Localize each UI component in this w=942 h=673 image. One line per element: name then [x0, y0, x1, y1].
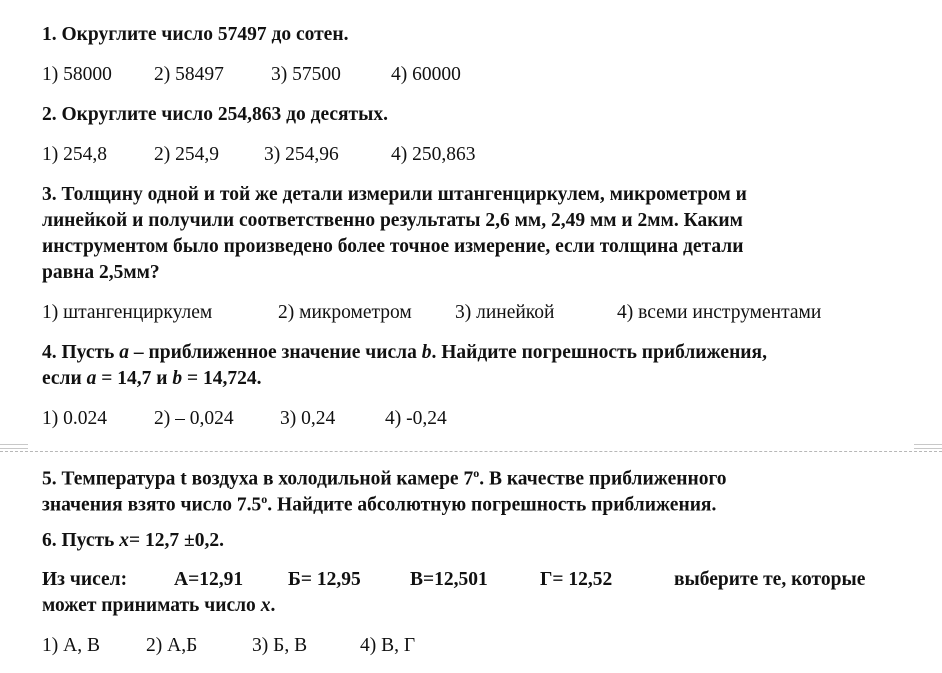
text: . В качестве приближенного — [479, 468, 727, 490]
answer-option: 2) 254,9 — [154, 144, 219, 165]
answer-option: 4) В, Г — [360, 635, 416, 656]
text: = 14,724. — [182, 368, 262, 389]
choose-label: Из чисел: — [42, 569, 128, 590]
page-edge-mark — [914, 444, 942, 445]
number-choice: А=12,91 — [174, 569, 244, 590]
text: = 12,7 ±0,2. — [129, 530, 224, 551]
page-edge-mark — [914, 448, 942, 449]
text: . Найдите погрешность приближения, — [431, 342, 767, 363]
answer-option: 1) 0.024 — [42, 408, 107, 429]
question-4-line — [42, 340, 767, 366]
text: . — [270, 595, 276, 616]
question-3-line: равна 2,5мм? — [42, 262, 160, 283]
answer-option: 3) линейкой — [455, 302, 555, 323]
text: 4. Пусть — [42, 342, 120, 363]
text: если — [42, 368, 87, 389]
question-6-title — [42, 528, 224, 554]
question-5-line — [42, 486, 716, 519]
question-6-line — [42, 593, 275, 619]
answer-option: 3) 0,24 — [280, 408, 336, 429]
answer-option: 2) А,Б — [146, 635, 198, 656]
text: . Найдите абсолютную погрешность приближения. — [267, 494, 717, 516]
variable-x: x — [119, 530, 129, 551]
answer-option: 1) 58000 — [42, 64, 112, 85]
choose-tail: выберите те, которые — [674, 569, 866, 590]
page-break-line — [0, 451, 942, 452]
text: может принимать число — [42, 595, 261, 616]
answer-option: 1) А, В — [42, 635, 100, 656]
question-2-title: 2. Округлите число 254,863 до десятых. — [42, 104, 388, 125]
text: значения взято число 7.5 — [42, 494, 262, 516]
variable-a: a — [86, 368, 97, 389]
answer-option: 4) всеми инструментами — [617, 302, 822, 323]
text: – приближенное значение числа — [129, 342, 422, 363]
question-4-line — [42, 366, 261, 392]
question-3-line: линейкой и получили соответственно результаты 2,6 мм, 2,49 мм и 2мм. Каким — [42, 210, 743, 231]
answer-option: 3) 57500 — [271, 64, 341, 85]
answer-option: 3) Б, В — [252, 635, 308, 656]
text: = 14,7 и — [96, 368, 173, 389]
text: 5. Температура t воздуха в холодильной камере 7 — [42, 468, 474, 490]
answer-option: 3) 254,96 — [264, 144, 339, 165]
variable-x: x — [260, 595, 271, 616]
answer-option: 4) 250,863 — [391, 144, 476, 165]
page-edge-mark — [0, 448, 28, 449]
answer-option: 2) – 0,024 — [154, 408, 234, 429]
number-choice: Б= 12,95 — [288, 569, 361, 590]
page-break-separator — [0, 440, 942, 456]
degree-superscript: o — [473, 466, 480, 480]
page-edge-mark — [0, 444, 28, 445]
answer-option: 1) 254,8 — [42, 144, 107, 165]
answer-option: 2) микрометром — [278, 302, 412, 323]
number-choice: Г= 12,52 — [540, 569, 613, 590]
variable-a: a — [119, 342, 129, 363]
degree-superscript: o — [261, 492, 268, 506]
question-3-line: инструментом было произведено более точное измерение, если толщина детали — [42, 236, 744, 257]
variable-b: b — [172, 368, 183, 389]
text: 6. Пусть — [42, 530, 120, 551]
question-1-title: 1. Округлите число 57497 до сотен. — [42, 24, 349, 45]
question-3-line: 3. Толщину одной и той же детали измерили штангенциркулем, микрометром и — [42, 184, 747, 205]
answer-option: 4) -0,24 — [385, 408, 447, 429]
number-choice: В=12,501 — [410, 569, 488, 590]
variable-b: b — [421, 342, 432, 363]
answer-option: 1) штангенциркулем — [42, 302, 213, 323]
answer-option: 2) 58497 — [154, 64, 224, 85]
answer-option: 4) 60000 — [391, 64, 461, 85]
